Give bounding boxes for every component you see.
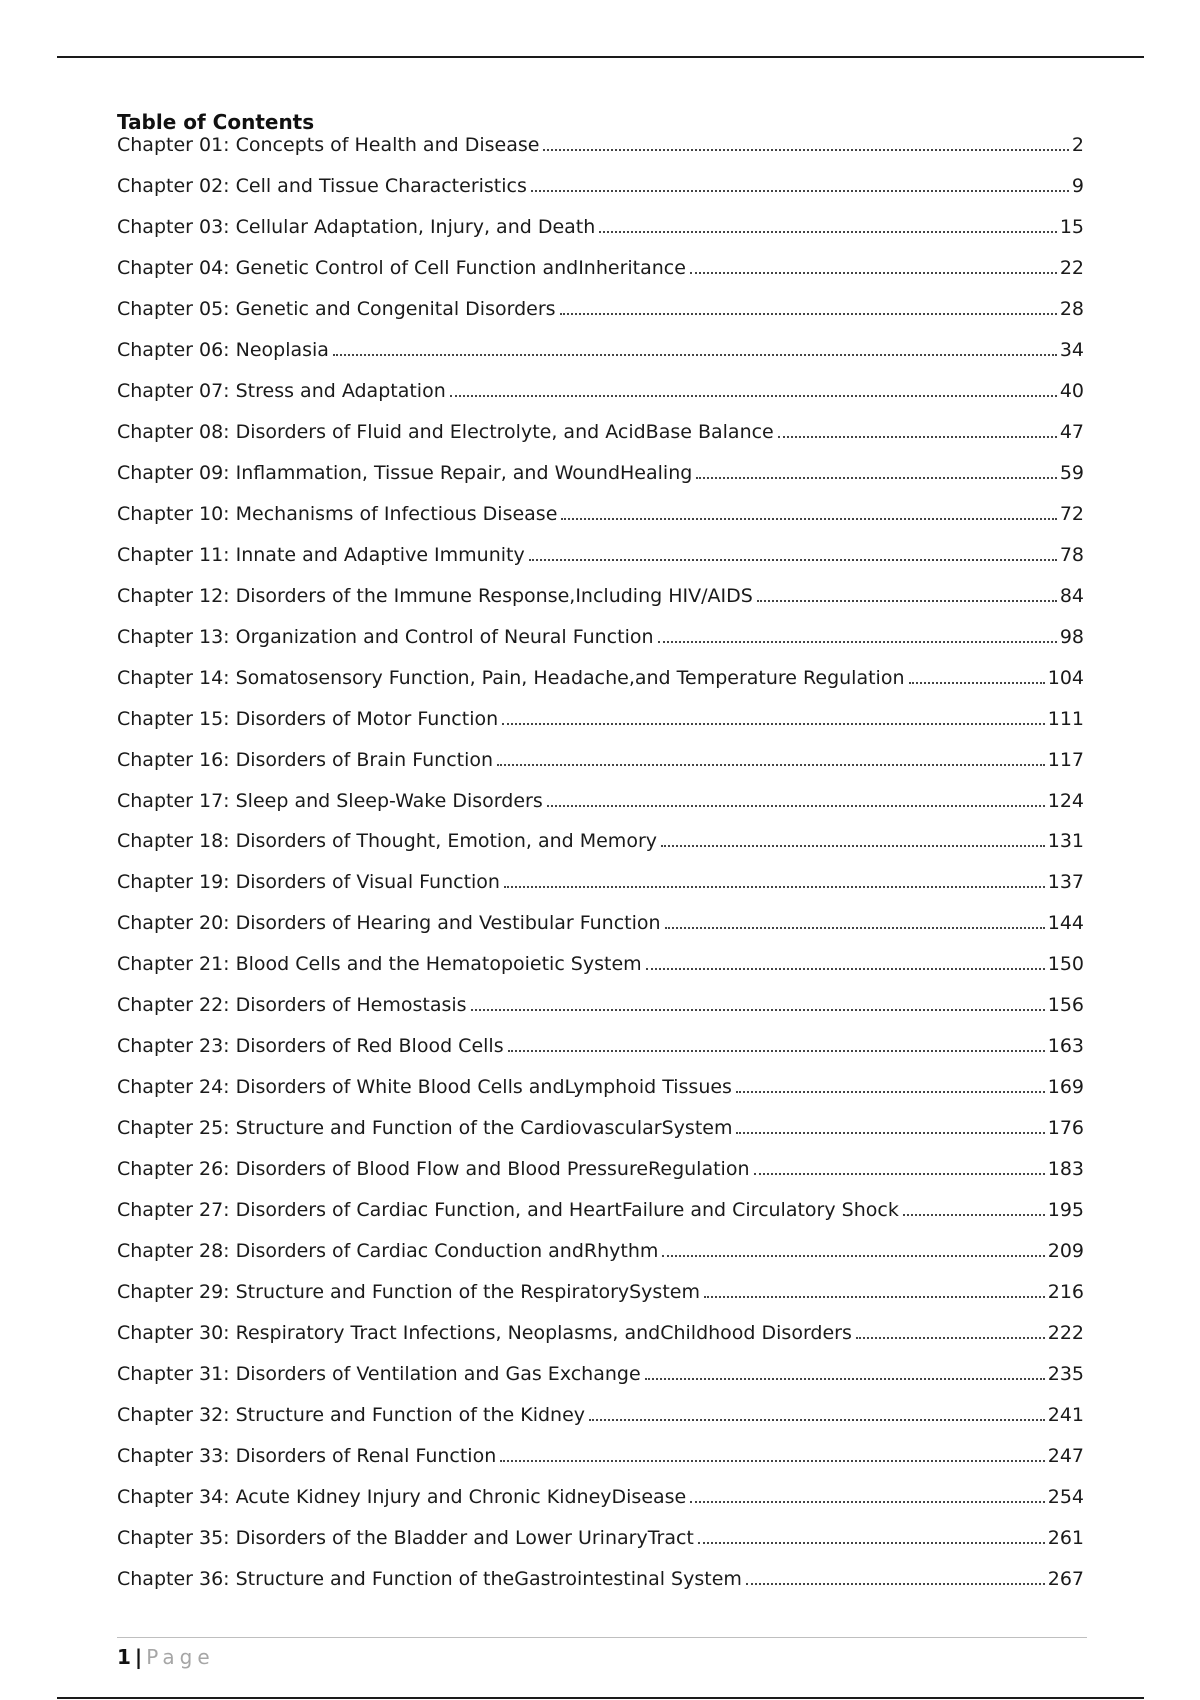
toc-entry-page-number: 59 [1059, 461, 1084, 484]
toc-entry-page-number: 78 [1059, 543, 1084, 566]
toc-entry-title: Chapter 01: Concepts of Health and Disease [117, 134, 540, 156]
footer-separator: | [134, 1645, 143, 1669]
toc-entry[interactable] [117, 402, 1084, 443]
toc-entry-title: Chapter 15: Disorders of Motor Function [117, 707, 499, 730]
toc-entry-page-number: 40 [1059, 379, 1084, 402]
toc-dot-leader [690, 272, 1057, 274]
toc-entry-title: Chapter 10: Mechanisms of Infectious Disease [117, 502, 558, 525]
toc-entry[interactable] [117, 648, 1084, 689]
toc-entry-title: Chapter 28: Disorders of Cardiac Conduction andRhythm [117, 1240, 659, 1263]
toc-entry[interactable] [117, 1098, 1084, 1139]
toc-entry-title: Chapter 06: Neoplasia [117, 338, 329, 361]
toc-dot-leader [746, 1583, 1045, 1585]
toc-entry-title: Chapter 34: Acute Kidney Injury and Chronic KidneyDisease [117, 1485, 687, 1508]
toc-entry-page-number: 22 [1059, 256, 1084, 279]
toc-entry-title: Chapter 20: Disorders of Hearing and Vestibular Function [117, 912, 661, 935]
toc-entry-title: Chapter 27: Disorders of Cardiac Function, and HeartFailure and Circulatory Shock [117, 1199, 899, 1222]
toc-dot-leader [903, 1214, 1045, 1216]
toc-dot-leader [560, 313, 1057, 315]
toc-entry-page-number: 117 [1047, 748, 1084, 771]
toc-entry-page-number: 144 [1047, 912, 1084, 935]
toc-entry[interactable] [117, 1426, 1084, 1467]
toc-dot-leader [531, 190, 1069, 192]
toc-dot-leader [757, 600, 1057, 602]
toc-entry[interactable] [117, 975, 1084, 1016]
toc-entry-title: Chapter 03: Cellular Adaptation, Injury, and Death [117, 215, 596, 238]
toc-list [117, 134, 1084, 1590]
toc-dot-leader [504, 886, 1045, 888]
toc-entry-page-number: 34 [1059, 338, 1084, 361]
toc-entry-page-number: 15 [1059, 215, 1084, 238]
toc-entry-page-number: 98 [1059, 625, 1084, 648]
toc-entry-title: Chapter 19: Disorders of Visual Function [117, 871, 500, 894]
toc-entry[interactable] [117, 771, 1084, 812]
toc-entry[interactable] [117, 361, 1084, 402]
toc-entry-title: Chapter 05: Genetic and Congenital Disorders [117, 297, 556, 320]
toc-dot-leader [754, 1173, 1045, 1175]
toc-entry-title: Chapter 30: Respiratory Tract Infections, Neoplasms, andChildhood Disorders [117, 1322, 852, 1345]
toc-dot-leader [778, 436, 1057, 438]
toc-entry-page-number: 124 [1047, 789, 1084, 812]
toc-entry-page-number: 235 [1047, 1363, 1084, 1386]
toc-entry-title: Chapter 09: Inflammation, Tissue Repair, and WoundHealing [117, 461, 693, 484]
header-rule [57, 56, 1144, 58]
toc-entry[interactable] [117, 934, 1084, 975]
toc-entry[interactable] [117, 1221, 1084, 1262]
toc-dot-leader [704, 1296, 1045, 1298]
toc-entry[interactable] [117, 484, 1084, 525]
toc-entry-page-number: 28 [1059, 297, 1084, 320]
toc-entry[interactable] [117, 730, 1084, 771]
toc-dot-leader [508, 1050, 1045, 1052]
toc-entry-page-number: 267 [1047, 1567, 1084, 1590]
toc-entry[interactable] [117, 1508, 1084, 1549]
toc-entry[interactable] [117, 238, 1084, 279]
toc-entry[interactable] [117, 689, 1084, 730]
toc-dot-leader [589, 1419, 1045, 1421]
toc-entry-title: Chapter 31: Disorders of Ventilation and Gas Exchange [117, 1363, 641, 1386]
toc-dot-leader [690, 1501, 1044, 1503]
toc-entry-page-number: 222 [1047, 1322, 1084, 1345]
toc-entry-title: Chapter 26: Disorders of Blood Flow and Blood PressureRegulation [117, 1158, 750, 1181]
toc-dot-leader [661, 845, 1045, 847]
toc-entry[interactable] [117, 607, 1084, 648]
toc-entry-title: Chapter 36: Structure and Function of theGastrointestinal System [117, 1567, 742, 1590]
toc-entry[interactable] [117, 566, 1084, 607]
toc-entry-page-number: 111 [1047, 707, 1084, 730]
toc-entry-page-number: 183 [1047, 1158, 1084, 1181]
toc-entry-page-number: 254 [1047, 1485, 1084, 1508]
toc-entry[interactable] [117, 1262, 1084, 1303]
toc-entry-title: Chapter 35: Disorders of the Bladder and Lower UrinaryTract [117, 1526, 694, 1549]
toc-dot-leader [599, 231, 1057, 233]
toc-entry[interactable] [117, 1016, 1084, 1057]
toc-dot-leader [909, 682, 1045, 684]
toc-entry-title: Chapter 32: Structure and Function of the Kidney [117, 1404, 586, 1427]
toc-dot-leader [736, 1132, 1044, 1134]
toc-entry-title: Chapter 13: Organization and Control of Neural Function [117, 625, 654, 648]
toc-entry-title: Chapter 14: Somatosensory Function, Pain, Headache,and Temperature Regulation [117, 666, 905, 689]
toc-dot-leader [333, 354, 1057, 356]
toc-entry-page-number: 176 [1047, 1117, 1084, 1140]
toc-entry[interactable] [117, 1467, 1084, 1508]
toc-entry-page-number: 247 [1047, 1445, 1084, 1467]
toc-entry-page-number: 241 [1047, 1404, 1084, 1427]
footer-bottom-rule [57, 1697, 1144, 1699]
toc-dot-leader [529, 559, 1057, 561]
toc-entry[interactable] [117, 197, 1084, 238]
toc-entry-title: Chapter 08: Disorders of Fluid and Electrolyte, and AcidBase Balance [117, 420, 774, 443]
toc-entry[interactable] [117, 443, 1084, 484]
toc-dot-leader [497, 764, 1045, 766]
toc-entry-title: Chapter 24: Disorders of White Blood Cells andLymphoid Tissues [117, 1076, 732, 1099]
toc-entry[interactable] [117, 320, 1084, 361]
toc-entry-title: Chapter 11: Innate and Adaptive Immunity [117, 543, 525, 566]
toc-entry-title: Chapter 02: Cell and Tissue Characteristics [117, 174, 527, 197]
toc-entry[interactable] [117, 134, 1084, 156]
toc-dot-leader [543, 149, 1068, 151]
toc-entry-page-number: 47 [1059, 420, 1084, 443]
toc-dot-leader [662, 1255, 1044, 1257]
toc-heading: Table of Contents [117, 110, 315, 134]
toc-entry-page-number: 84 [1059, 584, 1084, 607]
footer-rule [117, 1637, 1087, 1638]
toc-entry-title: Chapter 21: Blood Cells and the Hematopoietic System [117, 953, 642, 976]
toc-dot-leader [502, 723, 1045, 725]
toc-dot-leader [646, 968, 1045, 970]
toc-entry-page-number: 195 [1047, 1199, 1084, 1222]
toc-entry-page-number: 156 [1047, 994, 1084, 1017]
toc-entry-page-number: 216 [1047, 1281, 1084, 1304]
toc-entry[interactable] [117, 1180, 1084, 1221]
toc-dot-leader [645, 1378, 1045, 1380]
toc-dot-leader [500, 1460, 1044, 1462]
toc-entry-title: Chapter 17: Sleep and Sleep-Wake Disorders [117, 789, 543, 812]
toc-entry-title: Chapter 22: Disorders of Hemostasis [117, 994, 467, 1017]
toc-entry[interactable] [117, 1344, 1084, 1385]
toc-entry-title: Chapter 18: Disorders of Thought, Emotion, and Memory [117, 830, 657, 853]
toc-entry-page-number: 209 [1047, 1240, 1084, 1263]
toc-entry[interactable] [117, 1303, 1084, 1344]
toc-entry-page-number: 169 [1047, 1076, 1084, 1099]
toc-entry[interactable] [117, 279, 1084, 320]
toc-entry-title: Chapter 16: Disorders of Brain Function [117, 748, 494, 771]
toc-entry-title: Chapter 12: Disorders of the Immune Response,Including HIV/AIDS [117, 584, 753, 607]
toc-entry-title: Chapter 04: Genetic Control of Cell Function andInheritance [117, 256, 686, 279]
toc-entry-page-number: 150 [1047, 953, 1084, 976]
toc-dot-leader [856, 1337, 1045, 1339]
toc-entry-title: Chapter 25: Structure and Function of the CardiovascularSystem [117, 1117, 733, 1140]
toc-dot-leader [471, 1009, 1045, 1011]
toc-entry-page-number: 137 [1047, 871, 1084, 894]
toc-entry-title: Chapter 23: Disorders of Red Blood Cells [117, 1035, 504, 1058]
toc-entry[interactable] [117, 156, 1084, 197]
toc-dot-leader [658, 641, 1057, 643]
footer-page-number: 1 [117, 1645, 131, 1669]
toc-entry-page-number: 9 [1071, 174, 1084, 197]
toc-entry[interactable] [117, 1057, 1084, 1098]
footer-page-label: Page [146, 1645, 215, 1669]
toc-entry[interactable] [117, 812, 1084, 853]
page-footer [117, 1645, 215, 1669]
toc-entry[interactable] [117, 852, 1084, 893]
toc-dot-leader [736, 1091, 1045, 1093]
toc-entry-title: Chapter 33: Disorders of Renal Function [117, 1445, 497, 1467]
table-of-contents [117, 110, 1084, 1590]
toc-dot-leader [696, 477, 1057, 479]
toc-dot-leader [547, 805, 1045, 807]
toc-entry[interactable] [117, 1385, 1084, 1426]
toc-entry-page-number: 131 [1047, 830, 1084, 853]
toc-entry-title: Chapter 07: Stress and Adaptation [117, 379, 446, 402]
toc-entry-page-number: 2 [1071, 134, 1084, 156]
toc-dot-leader [665, 927, 1045, 929]
toc-entry[interactable] [117, 1549, 1084, 1590]
toc-entry-page-number: 261 [1047, 1526, 1084, 1549]
toc-entry[interactable] [117, 525, 1084, 566]
toc-entry-page-number: 104 [1047, 666, 1084, 689]
toc-dot-leader [450, 395, 1057, 397]
toc-entry-title: Chapter 29: Structure and Function of the RespiratorySystem [117, 1281, 700, 1304]
toc-dot-leader [561, 518, 1056, 520]
toc-entry-page-number: 163 [1047, 1035, 1084, 1058]
toc-dot-leader [698, 1542, 1045, 1544]
toc-entry-page-number: 72 [1059, 502, 1084, 525]
toc-entry[interactable] [117, 893, 1084, 934]
toc-entry[interactable] [117, 1139, 1084, 1180]
